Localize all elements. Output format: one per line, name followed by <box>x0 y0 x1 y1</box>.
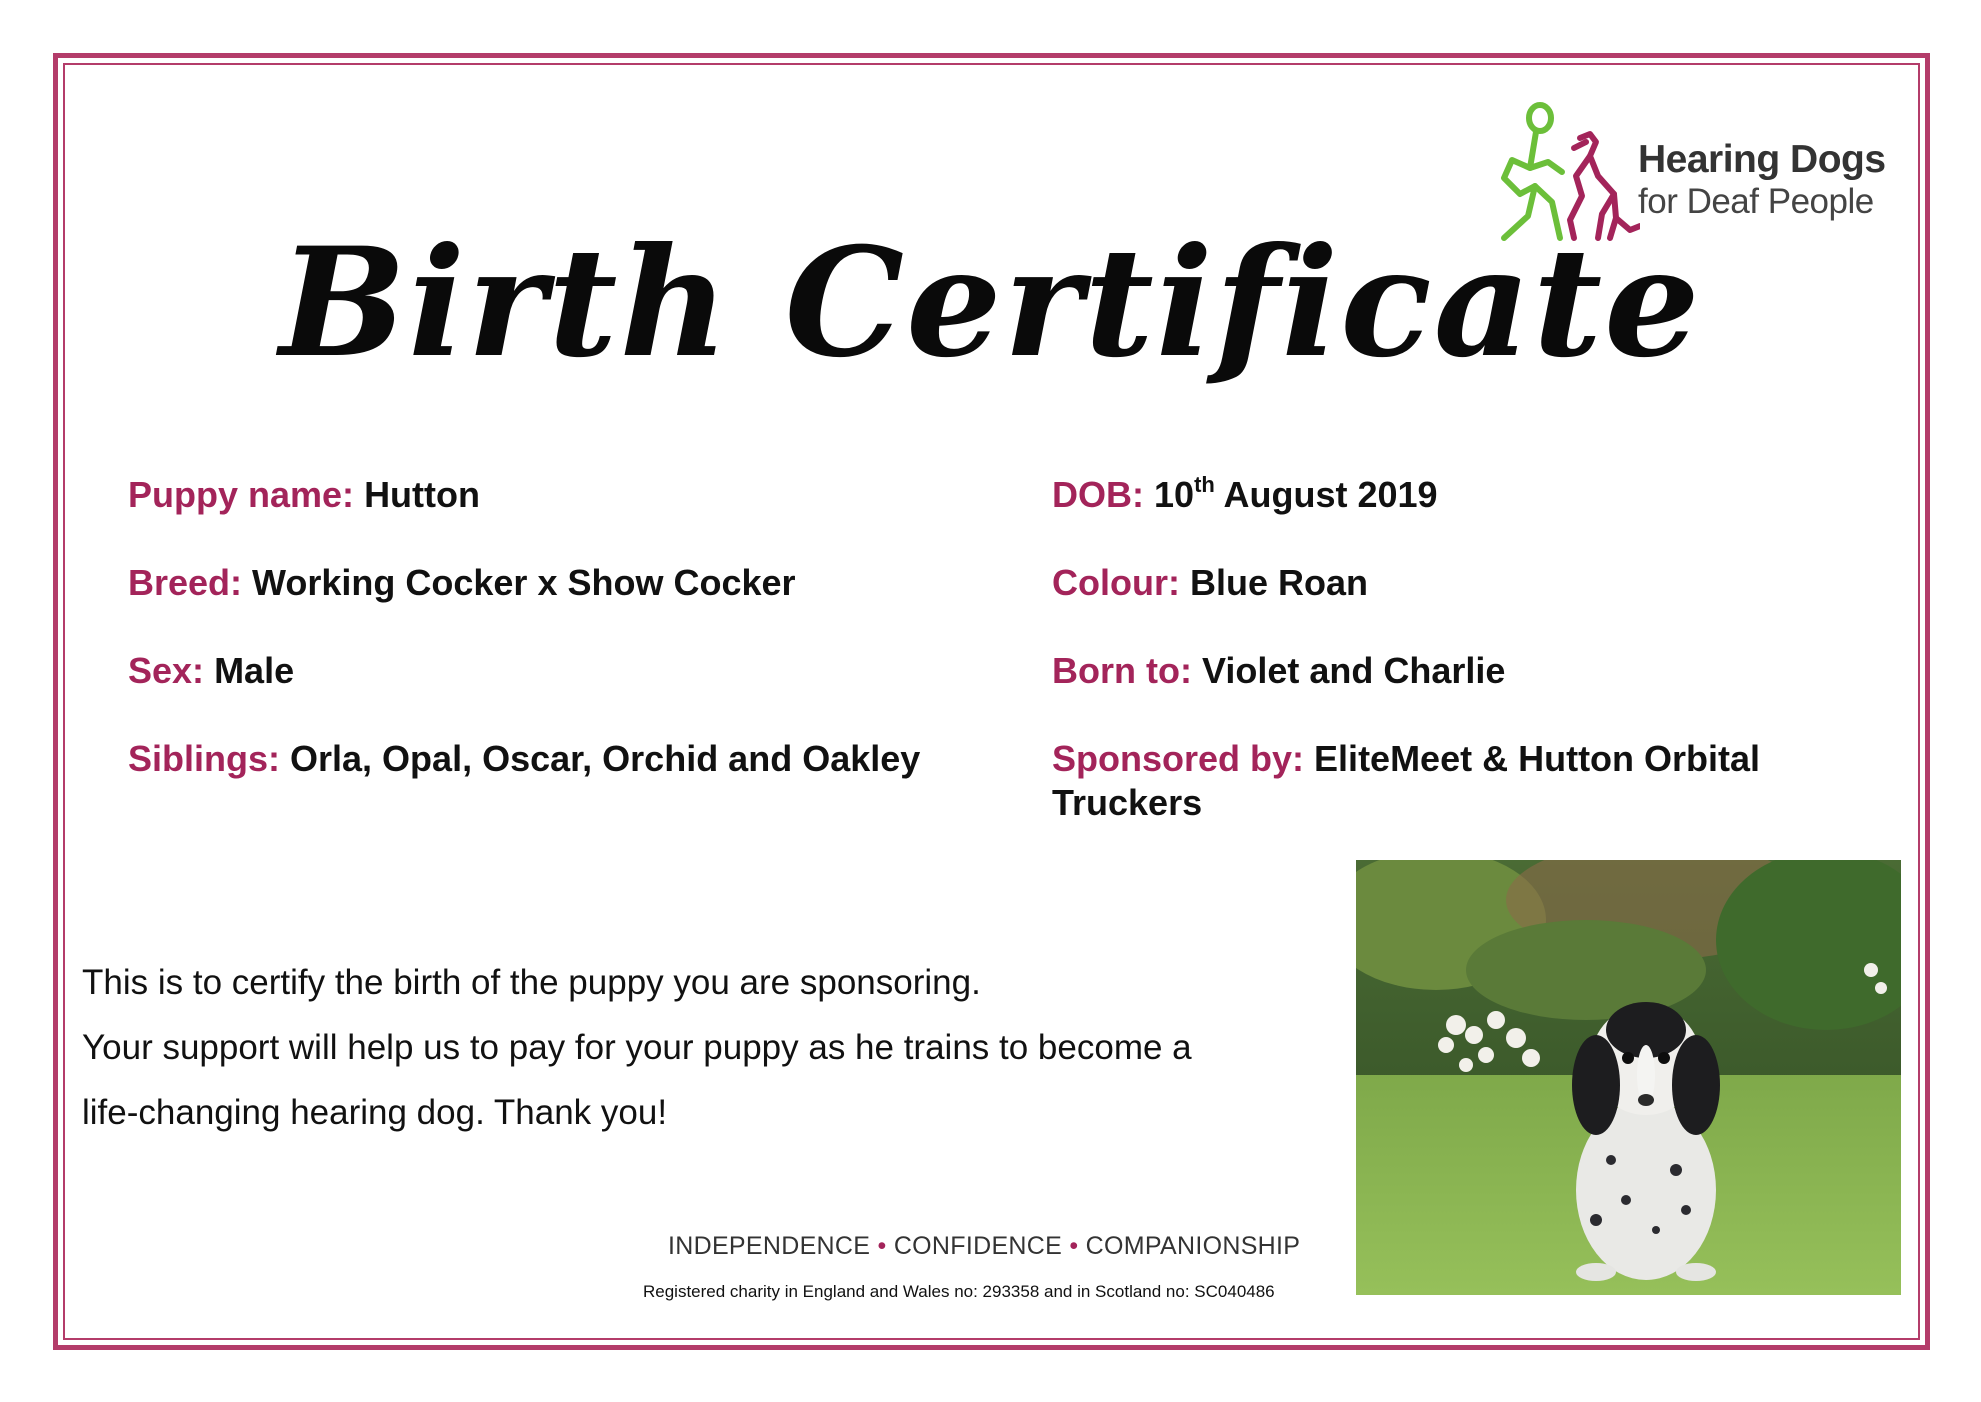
certificate-message <box>82 950 1352 1145</box>
siblings-label: Siblings: <box>128 738 280 779</box>
puppy-photo <box>1356 860 1901 1295</box>
sex-label: Sex: <box>128 650 205 691</box>
dob-day-suffix: th <box>1194 472 1215 497</box>
dob-label: DOB: <box>1052 474 1144 515</box>
charity-registration: Registered charity in England and Wales no: 293358 and in Scotland no: SC040486 <box>643 1282 1275 1301</box>
dob-value <box>1154 474 1438 515</box>
certificate-title: Birth Certificate <box>279 215 1702 391</box>
sponsored-by-field <box>1052 737 1842 825</box>
sex-value: Male <box>214 650 295 691</box>
motto-confidence: CONFIDENCE <box>893 1232 1063 1260</box>
colour-value: Blue Roan <box>1189 562 1368 603</box>
siblings-value: Orla, Opal, Oscar, Orchid and Oakley <box>290 738 921 779</box>
message-line-3: life-changing hearing dog. Thank you! <box>82 1093 668 1132</box>
sponsored-by-label: Sponsored by: <box>1052 738 1305 779</box>
breed-label: Breed: <box>128 562 243 603</box>
dob-field <box>1052 473 1438 517</box>
born-to-field <box>1052 649 1505 693</box>
logo-name-line2: for Deaf People <box>1638 182 1874 221</box>
born-to-value: Violet and Charlie <box>1201 650 1506 691</box>
puppy-name-label: Puppy name: <box>128 474 355 515</box>
dob-month-year: August 2019 <box>1223 474 1438 515</box>
sex-field <box>128 649 294 693</box>
motto <box>668 1232 1300 1261</box>
motto-separator: • <box>877 1232 887 1260</box>
sponsored-by-value: EliteMeet & Hutton Orbital Truckers <box>1052 738 1761 823</box>
colour-label: Colour: <box>1052 562 1180 603</box>
logo-name-line1: Hearing Dogs <box>1638 138 1886 181</box>
motto-companionship: COMPANIONSHIP <box>1085 1232 1301 1260</box>
breed-field <box>128 561 796 605</box>
siblings-field <box>128 737 920 781</box>
message-line-1: This is to certify the birth of the puppy you are sponsoring. <box>82 963 981 1002</box>
born-to-label: Born to: <box>1052 650 1192 691</box>
puppy-name-value: Hutton <box>364 474 481 515</box>
message-line-2: Your support will help us to pay for your puppy as he trains to become a <box>82 1028 1192 1067</box>
colour-field <box>1052 561 1368 605</box>
motto-separator: • <box>1069 1232 1079 1260</box>
breed-value: Working Cocker x Show Cocker <box>252 562 796 603</box>
puppy-name-field <box>128 473 480 517</box>
dob-day: 10 <box>1154 474 1195 515</box>
motto-independence: INDEPENDENCE <box>668 1232 871 1260</box>
